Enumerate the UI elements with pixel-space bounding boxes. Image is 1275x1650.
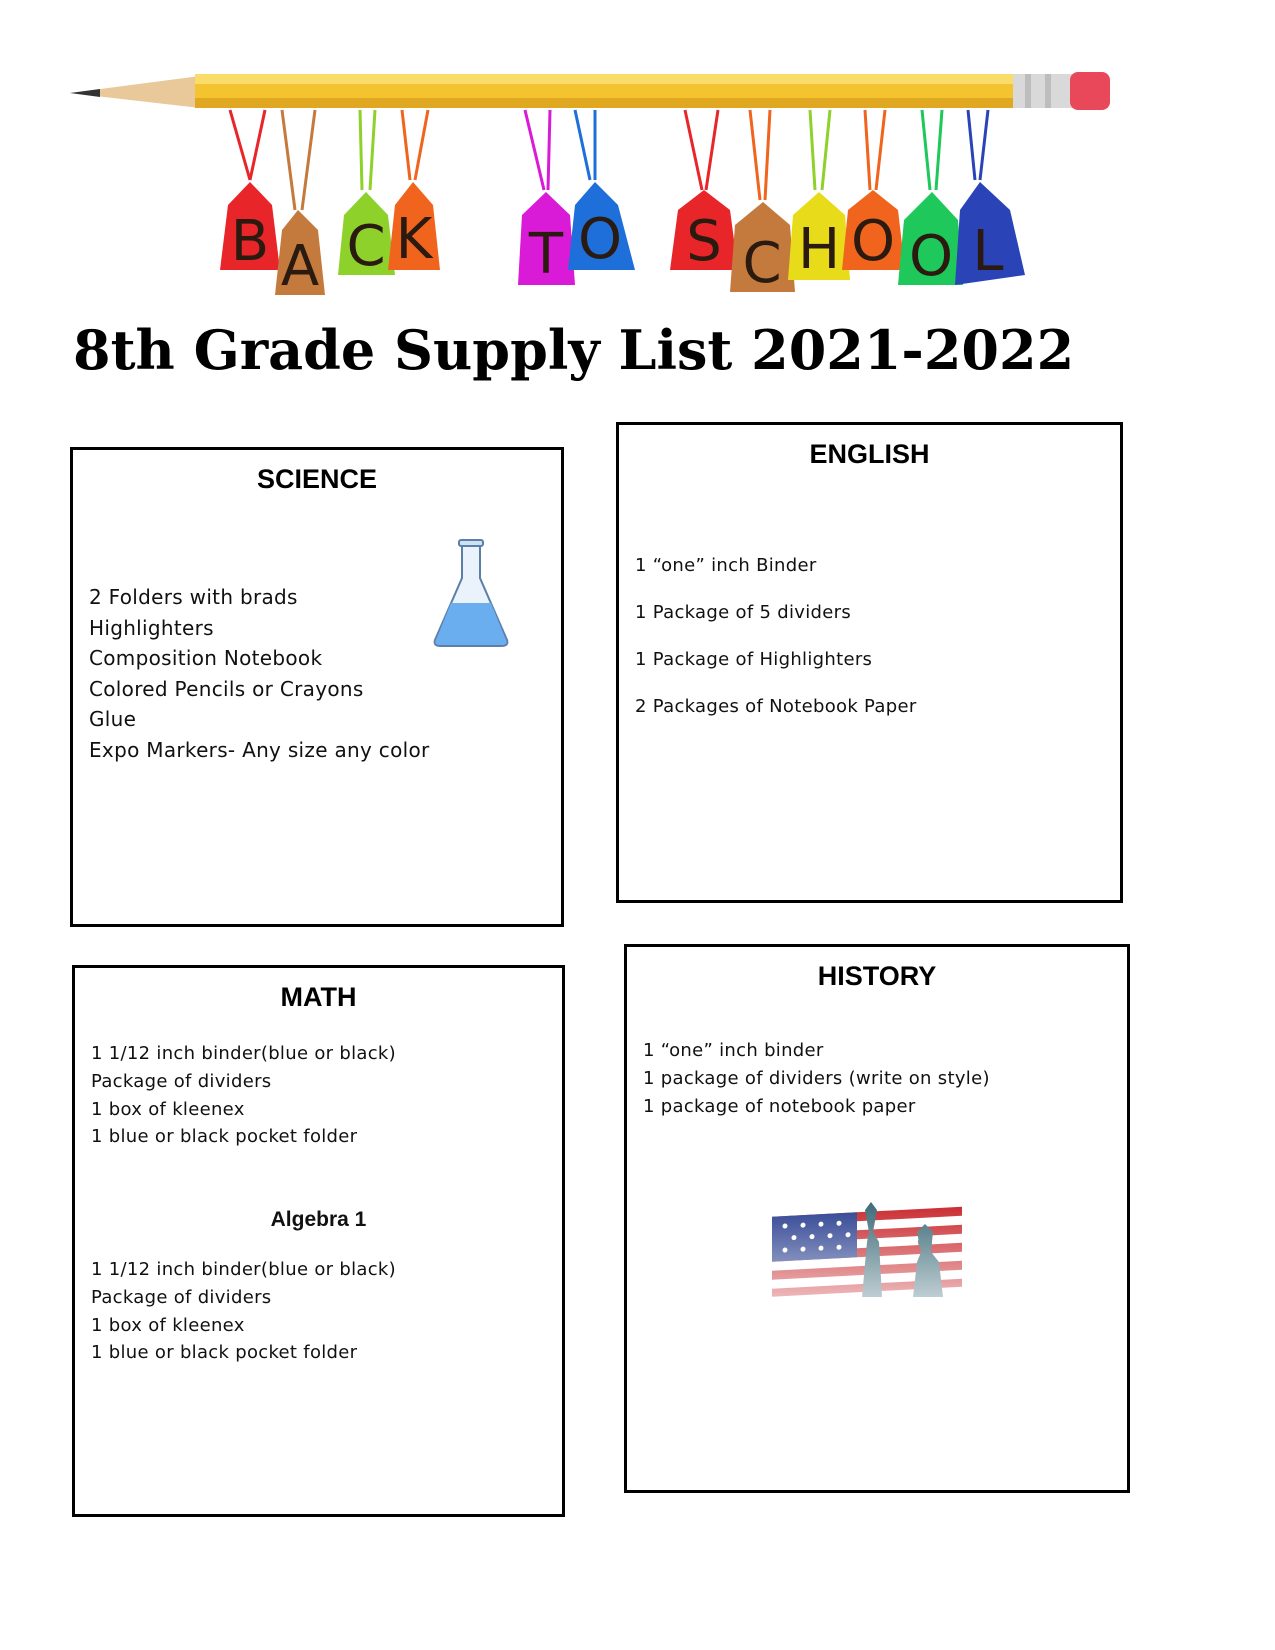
science-heading: SCIENCE — [256, 464, 378, 494]
list-item: Package of dividers — [91, 1070, 272, 1092]
math-heading: MATH — [280, 982, 357, 1012]
list-item: 2 Packages of Notebook Paper — [635, 696, 917, 717]
page-title: 8th Grade Supply List 2021-2022 — [73, 318, 1075, 382]
list-item: 1 “one” inch binder — [643, 1040, 824, 1061]
svg-text:S: S — [686, 209, 722, 274]
svg-text:H: H — [797, 217, 841, 282]
math-box — [72, 965, 565, 1517]
english-box — [616, 422, 1123, 903]
list-item: 1 Package of 5 dividers — [635, 602, 852, 623]
flask-icon — [431, 538, 511, 650]
list-item: 1 package of notebook paper — [643, 1096, 916, 1117]
history-list — [643, 1037, 990, 1121]
history-heading: HISTORY — [817, 961, 937, 991]
svg-text:T: T — [528, 222, 564, 287]
svg-text:O: O — [577, 207, 623, 272]
list-item: 1 package of dividers (write on style) — [643, 1068, 990, 1089]
history-box — [624, 944, 1130, 1493]
list-item: 1 Package of Highlighters — [635, 649, 873, 670]
list-item: Expo Markers- Any size any color — [89, 737, 430, 762]
list-item: 1 blue or black pocket folder — [91, 1126, 358, 1148]
list-item: 1 box of kleenex — [91, 1314, 245, 1336]
svg-text:K: K — [395, 207, 433, 272]
english-list — [635, 555, 917, 743]
svg-text:O: O — [908, 224, 954, 289]
letter-tags — [220, 182, 1025, 299]
list-item: Composition Notebook — [89, 646, 323, 670]
svg-text:C: C — [742, 231, 782, 296]
list-item: 1 box of kleenex — [91, 1098, 245, 1120]
list-item: 2 Folders with brads — [89, 585, 298, 609]
list-item: Package of dividers — [91, 1286, 272, 1308]
algebra-heading: Algebra 1 — [270, 1208, 367, 1231]
algebra-list — [91, 1256, 396, 1367]
english-heading: ENGLISH — [809, 439, 930, 469]
science-box — [70, 447, 564, 927]
list-item: 1 “one” inch Binder — [635, 555, 817, 576]
math-list — [91, 1040, 396, 1151]
list-item: Colored Pencils or Crayons — [89, 676, 364, 701]
svg-text:A: A — [280, 234, 320, 299]
list-item: 1 1/12 inch binder(blue or black) — [91, 1043, 396, 1064]
back-to-school-banner-illustration — [70, 70, 1170, 320]
svg-text:L: L — [972, 219, 1004, 284]
pencil-icon — [70, 72, 1110, 110]
list-item: 1 1/12 inch binder(blue or black) — [91, 1259, 396, 1280]
list-item: 1 blue or black pocket folder — [91, 1342, 358, 1364]
american-flag-statue-of-liberty-icon — [767, 1202, 967, 1302]
list-item: Highlighters — [89, 615, 214, 640]
svg-text:B: B — [230, 209, 270, 274]
science-list — [89, 582, 430, 765]
list-item: Glue — [89, 707, 137, 731]
svg-text:O: O — [850, 209, 896, 274]
svg-text:C: C — [346, 214, 386, 279]
